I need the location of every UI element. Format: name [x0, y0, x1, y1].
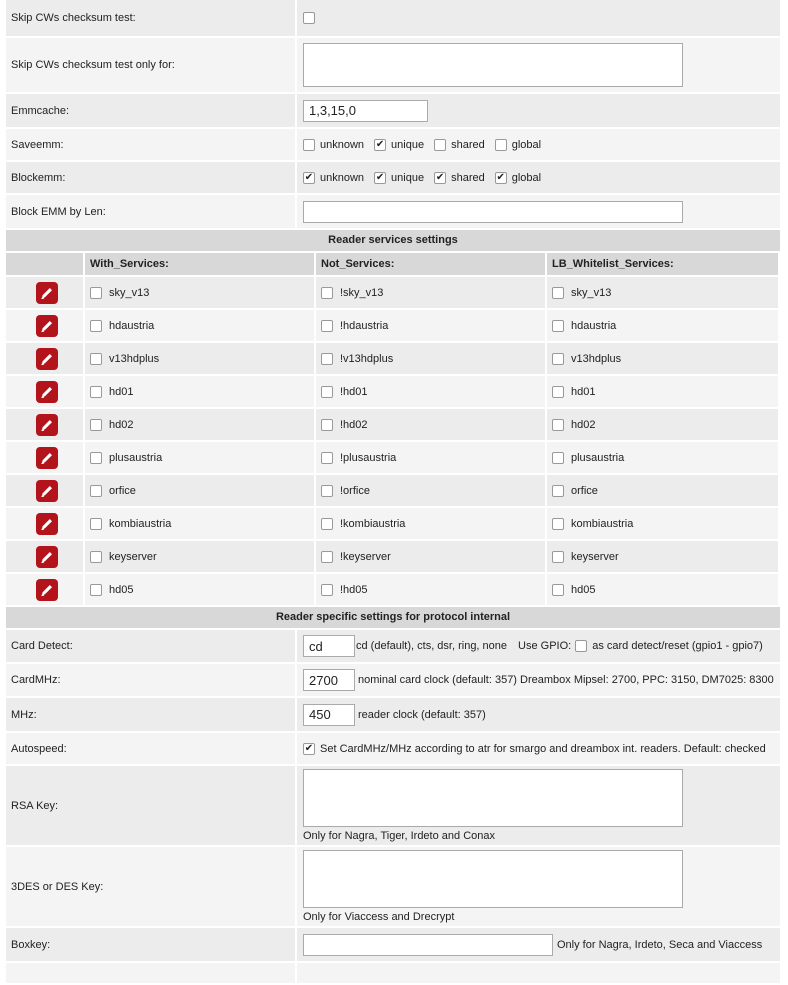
- blockemm-option-label: shared: [451, 171, 485, 184]
- service-checkbox-with[interactable]: [90, 320, 102, 332]
- service-cell-not: [316, 376, 547, 407]
- label: Skip CWs checksum test only for:: [6, 38, 297, 92]
- blockemm-checkbox-unknown[interactable]: [303, 172, 315, 184]
- value-cell: [297, 698, 780, 731]
- value-cell: [297, 630, 780, 662]
- label: Boxkey:: [6, 928, 297, 961]
- service-row: [6, 475, 780, 508]
- edit-cell: [6, 310, 85, 341]
- blockemm-option-label: unique: [391, 171, 425, 184]
- edit-pencil-icon[interactable]: [36, 381, 58, 403]
- edit-cell: [6, 442, 85, 473]
- service-row: [6, 376, 780, 409]
- section-title-protocol: Reader specific settings for protocol internal: [6, 607, 780, 630]
- service-label: sky_v13: [571, 286, 612, 299]
- service-label: keyserver: [571, 550, 619, 563]
- service-row: [6, 343, 780, 376]
- row-cardmhz: [6, 664, 780, 698]
- service-checkbox-lb[interactable]: [552, 584, 564, 596]
- service-cell-lb: [547, 376, 780, 407]
- service-checkbox-with[interactable]: [90, 485, 102, 497]
- row-rsa-key: [6, 766, 780, 847]
- service-label: !kombiaustria: [340, 517, 406, 530]
- value-cell: [297, 664, 780, 696]
- value-cell: [297, 733, 780, 764]
- boxkey-hint: Only for Nagra, Irdeto, Seca and Viaccess: [557, 938, 763, 951]
- row-skip-cws-only: [6, 38, 780, 94]
- service-label: orfice: [109, 484, 136, 497]
- label: Emmcache:: [6, 94, 297, 127]
- service-label: sky_v13: [109, 286, 150, 299]
- service-checkbox-lb[interactable]: [552, 287, 564, 299]
- row-next: [6, 963, 780, 985]
- service-label: hdaustria: [571, 319, 617, 332]
- emmcache-input[interactable]: 1,3,15,0: [303, 100, 428, 122]
- value-cell: [297, 963, 780, 983]
- edit-cell: [6, 277, 85, 308]
- gpio-checkbox[interactable]: [575, 640, 587, 652]
- label: [6, 963, 297, 983]
- service-cell-lb: [547, 541, 780, 572]
- service-checkbox-not[interactable]: [321, 485, 333, 497]
- edit-pencil-icon[interactable]: [36, 447, 58, 469]
- blockemm-option-unknown: [303, 172, 364, 184]
- des-key-textarea[interactable]: [303, 850, 683, 908]
- saveemm-option-global: [495, 139, 541, 151]
- value-cell: [297, 0, 780, 36]
- service-cell-not: [316, 574, 547, 605]
- service-label: keyserver: [109, 550, 157, 563]
- service-cell-lb: [547, 574, 780, 605]
- service-cell-lb: [547, 475, 780, 506]
- service-cell-not: [316, 442, 547, 473]
- edit-cell: [6, 541, 85, 572]
- service-checkbox-lb[interactable]: [552, 551, 564, 563]
- service-cell-lb: [547, 310, 780, 341]
- skip-cws-checkbox[interactable]: [303, 12, 315, 24]
- service-cell-not: [316, 310, 547, 341]
- service-cell-with: [85, 409, 316, 440]
- reader-config-form: [6, 0, 780, 985]
- saveemm-checkbox-shared[interactable]: [434, 139, 446, 151]
- service-checkbox-with[interactable]: [90, 452, 102, 464]
- service-checkbox-with[interactable]: [90, 518, 102, 530]
- label: RSA Key:: [6, 766, 297, 845]
- service-cell-not: [316, 409, 547, 440]
- blockemm-option-global: [495, 172, 541, 184]
- header-lb: LB_Whitelist_Services:: [547, 253, 780, 275]
- service-label: hd02: [571, 418, 596, 431]
- service-row: [6, 541, 780, 574]
- row-autospeed: [6, 733, 780, 766]
- service-label: plusaustria: [571, 451, 625, 464]
- edit-cell: [6, 574, 85, 605]
- blockemm-option-label: global: [511, 171, 542, 184]
- service-checkbox-lb[interactable]: [552, 353, 564, 365]
- edit-pencil-icon[interactable]: [36, 348, 58, 370]
- row-card-detect: [6, 630, 780, 664]
- service-label: !plusaustria: [340, 451, 397, 464]
- service-checkbox-not[interactable]: [321, 452, 333, 464]
- blockemm-checkbox-global[interactable]: [495, 172, 507, 184]
- edit-pencil-icon[interactable]: [36, 315, 58, 337]
- label: Skip CWs checksum test:: [6, 0, 297, 36]
- label: Autospeed:: [6, 733, 297, 764]
- blockemm-option-shared: [434, 172, 485, 184]
- card-detect-input[interactable]: cd: [303, 635, 355, 657]
- service-row: [6, 442, 780, 475]
- label: Saveemm:: [6, 129, 297, 160]
- service-cell-with: [85, 277, 316, 308]
- edit-cell: [6, 475, 85, 506]
- edit-pencil-icon[interactable]: [36, 480, 58, 502]
- service-label: !v13hdplus: [340, 352, 394, 365]
- label: CardMHz:: [6, 664, 297, 696]
- edit-pencil-icon[interactable]: [36, 414, 58, 436]
- service-label: plusaustria: [109, 451, 163, 464]
- service-checkbox-lb[interactable]: [552, 386, 564, 398]
- service-label: hd01: [571, 385, 596, 398]
- service-row: [6, 310, 780, 343]
- row-blockemm: [6, 162, 780, 195]
- service-checkbox-lb[interactable]: [552, 485, 564, 497]
- service-cell-lb: [547, 508, 780, 539]
- header-edit: [6, 253, 85, 275]
- service-checkbox-with[interactable]: [90, 386, 102, 398]
- block-emm-len-input[interactable]: [303, 201, 683, 223]
- services-header: [6, 253, 780, 277]
- service-label: kombiaustria: [571, 517, 634, 530]
- header-not: Not_Services:: [316, 253, 547, 275]
- label: 3DES or DES Key:: [6, 847, 297, 926]
- service-label: !orfice: [340, 484, 370, 497]
- value-cell: [297, 928, 780, 961]
- card-detect-hint: cd (default), cts, dsr, ring, none: [356, 640, 508, 652]
- row-skip-cws: [6, 0, 780, 38]
- saveemm-checkbox-unique[interactable]: [374, 139, 386, 151]
- mhz-hint: reader clock (default: 357): [358, 708, 486, 721]
- service-cell-with: [85, 310, 316, 341]
- blockemm-options: [297, 162, 780, 193]
- mhz-input[interactable]: 450: [303, 704, 355, 726]
- row-emmcache: [6, 94, 780, 129]
- autospeed-checkbox[interactable]: [303, 743, 315, 755]
- gpio-hint: as card detect/reset (gpio1 - gpio7): [592, 640, 763, 652]
- saveemm-option-unknown: [303, 139, 364, 151]
- saveemm-option-label: global: [511, 138, 542, 151]
- saveemm-options: [297, 129, 780, 160]
- edit-cell: [6, 409, 85, 440]
- edit-cell: [6, 376, 85, 407]
- service-checkbox-lb[interactable]: [552, 419, 564, 431]
- service-label: !hd05: [340, 583, 368, 596]
- blockemm-checkbox-unique[interactable]: [374, 172, 386, 184]
- label: Card Detect:: [6, 630, 297, 662]
- service-cell-lb: [547, 343, 780, 374]
- service-checkbox-lb[interactable]: [552, 320, 564, 332]
- cardmhz-hint: nominal card clock (default: 357) Dreambox Mipsel: 2700, PPC: 3150, DM7025: 8300: [358, 674, 774, 686]
- service-cell-with: [85, 343, 316, 374]
- label: MHz:: [6, 698, 297, 731]
- des-key-hint: Only for Viaccess and Drecrypt: [303, 911, 455, 923]
- service-checkbox-not[interactable]: [321, 419, 333, 431]
- edit-pencil-icon[interactable]: [36, 282, 58, 304]
- row-des-key: [6, 847, 780, 928]
- header-with: With_Services:: [85, 253, 316, 275]
- service-checkbox-with[interactable]: [90, 419, 102, 431]
- value-cell: [297, 38, 780, 92]
- services-list: [6, 277, 780, 607]
- service-label: hd02: [109, 418, 134, 431]
- service-label: hd01: [109, 385, 134, 398]
- service-cell-not: [316, 343, 547, 374]
- service-cell-with: [85, 508, 316, 539]
- service-checkbox-not[interactable]: [321, 386, 333, 398]
- service-row: [6, 574, 780, 607]
- service-cell-with: [85, 442, 316, 473]
- label: Block EMM by Len:: [6, 195, 297, 228]
- section-title-services: Reader services settings: [6, 230, 780, 253]
- service-label: !keyserver: [340, 550, 391, 563]
- blockemm-checkbox-shared[interactable]: [434, 172, 446, 184]
- edit-pencil-icon[interactable]: [36, 579, 58, 601]
- service-label: hdaustria: [109, 319, 155, 332]
- service-checkbox-with[interactable]: [90, 584, 102, 596]
- service-checkbox-with[interactable]: [90, 353, 102, 365]
- service-checkbox-not[interactable]: [321, 287, 333, 299]
- service-label: !hd02: [340, 418, 368, 431]
- service-checkbox-lb[interactable]: [552, 518, 564, 530]
- service-label: v13hdplus: [571, 352, 622, 365]
- value-cell: [297, 94, 780, 127]
- service-cell-with: [85, 541, 316, 572]
- service-label: !hdaustria: [340, 319, 389, 332]
- row-saveemm: [6, 129, 780, 162]
- service-checkbox-with[interactable]: [90, 287, 102, 299]
- service-checkbox-not[interactable]: [321, 584, 333, 596]
- edit-pencil-icon[interactable]: [36, 546, 58, 568]
- saveemm-option-unique: [374, 139, 424, 151]
- row-block-emm-len: [6, 195, 780, 230]
- saveemm-option-label: shared: [451, 138, 485, 151]
- service-cell-not: [316, 277, 547, 308]
- service-label: hd05: [571, 583, 596, 596]
- row-mhz: [6, 698, 780, 733]
- service-checkbox-not[interactable]: [321, 353, 333, 365]
- edit-pencil-icon[interactable]: [36, 513, 58, 535]
- service-label: kombiaustria: [109, 517, 172, 530]
- rsa-key-textarea[interactable]: [303, 769, 683, 827]
- edit-cell: [6, 508, 85, 539]
- service-cell-lb: [547, 409, 780, 440]
- autospeed-hint: Set CardMHz/MHz according to atr for smargo and dreambox int. readers. Default: checked: [320, 742, 766, 755]
- blockemm-option-unique: [374, 172, 424, 184]
- saveemm-checkbox-unknown[interactable]: [303, 139, 315, 151]
- cardmhz-input[interactable]: 2700: [303, 669, 355, 691]
- service-cell-with: [85, 574, 316, 605]
- service-row: [6, 409, 780, 442]
- service-cell-with: [85, 475, 316, 506]
- value-cell: [297, 766, 780, 845]
- service-cell-lb: [547, 277, 780, 308]
- saveemm-option-label: unknown: [320, 138, 365, 151]
- service-row: [6, 508, 780, 541]
- service-cell-not: [316, 475, 547, 506]
- edit-cell: [6, 343, 85, 374]
- service-label: !sky_v13: [340, 286, 384, 299]
- value-cell: [297, 195, 780, 228]
- saveemm-option-shared: [434, 139, 485, 151]
- label: Blockemm:: [6, 162, 297, 193]
- saveemm-checkbox-global[interactable]: [495, 139, 507, 151]
- gpio-label: Use GPIO:: [518, 640, 572, 652]
- service-label: !hd01: [340, 385, 368, 398]
- service-label: hd05: [109, 583, 134, 596]
- skip-cws-only-textarea[interactable]: [303, 43, 683, 87]
- blockemm-option-label: unknown: [320, 171, 365, 184]
- service-cell-lb: [547, 442, 780, 473]
- service-checkbox-not[interactable]: [321, 518, 333, 530]
- service-checkbox-with[interactable]: [90, 551, 102, 563]
- rsa-key-hint: Only for Nagra, Tiger, Irdeto and Conax: [303, 830, 495, 842]
- service-row: [6, 277, 780, 310]
- value-cell: [297, 847, 780, 926]
- saveemm-option-label: unique: [391, 138, 425, 151]
- service-cell-not: [316, 541, 547, 572]
- service-checkbox-lb[interactable]: [552, 452, 564, 464]
- service-label: v13hdplus: [109, 352, 160, 365]
- row-boxkey: [6, 928, 780, 963]
- service-cell-with: [85, 376, 316, 407]
- boxkey-input[interactable]: [303, 934, 553, 956]
- service-cell-not: [316, 508, 547, 539]
- service-label: orfice: [571, 484, 598, 497]
- service-checkbox-not[interactable]: [321, 551, 333, 563]
- service-checkbox-not[interactable]: [321, 320, 333, 332]
